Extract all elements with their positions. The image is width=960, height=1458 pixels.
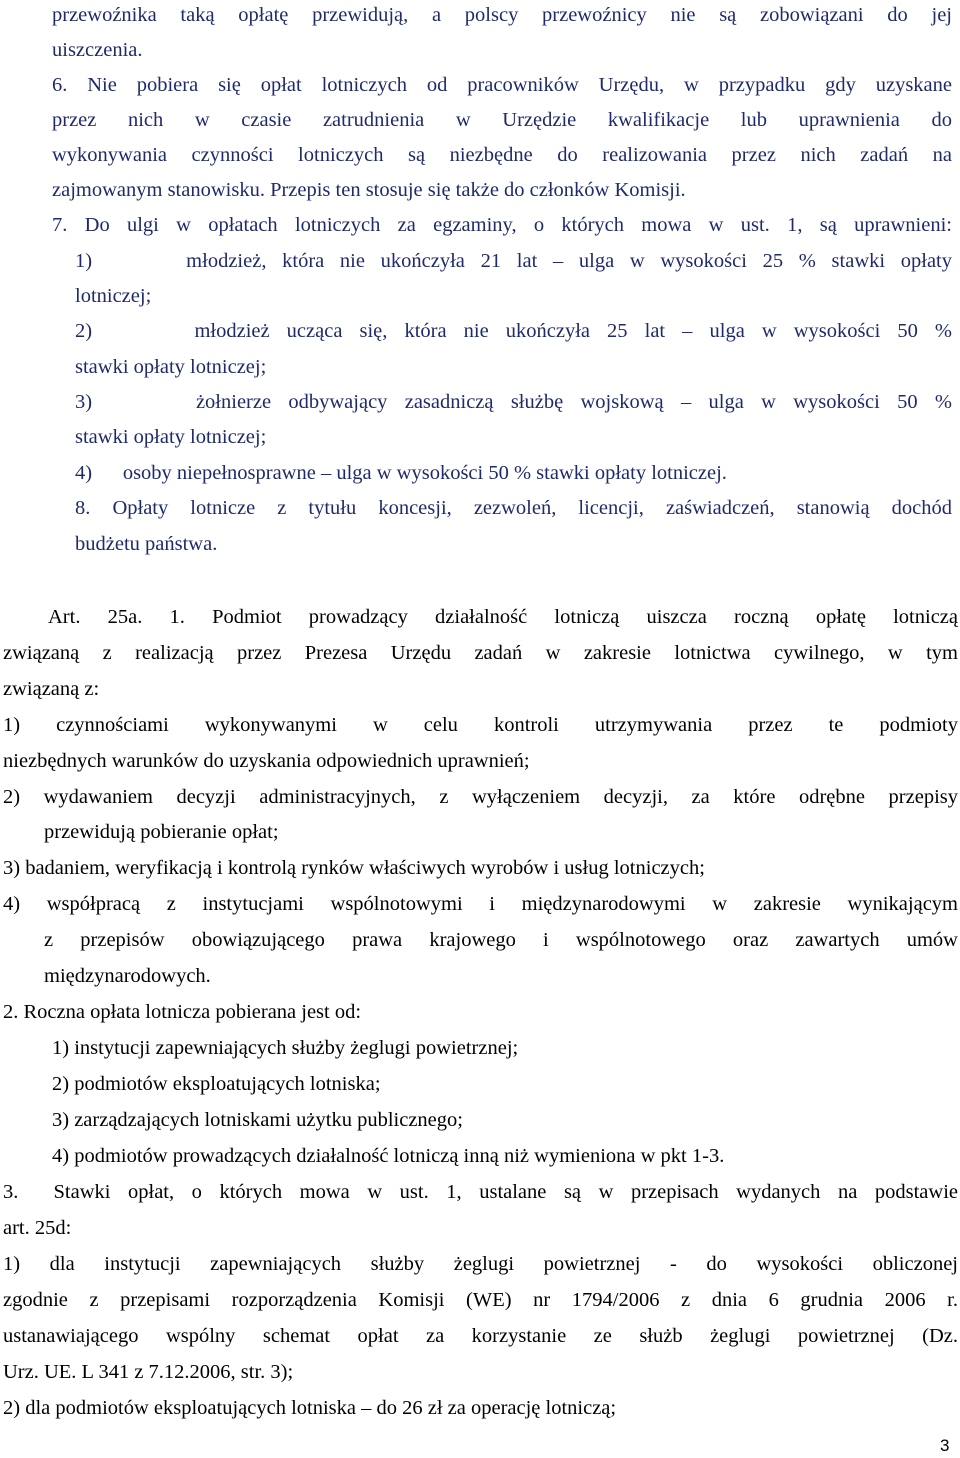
text-line: ustanawiającego wspólny schemat opłat za korzystanie ze służb żeglugi powietrznej (Dz. — [3, 1325, 958, 1347]
list-item: 2) wydawaniem decyzji administracyjnych, z wyłączeniem decyzji, za które odrębne przepisy — [3, 786, 958, 808]
article-heading-line: Art. 25a. 1. Podmiot prowadzący działalność lotniczą uiszcza roczną opłatę lotniczą — [48, 606, 958, 628]
text-line: 7. Do ulgi w opłatach lotniczych za egzaminy, o których mowa w ust. 1, są uprawnieni: — [52, 214, 952, 236]
text-line: związaną z: — [3, 678, 100, 700]
list-item: 2) dla podmiotów eksploatujących lotniska – do 26 zł za operację lotniczą; — [3, 1397, 617, 1419]
text-line: 2. Roczna opłata lotnicza pobierana jest od: — [3, 1001, 362, 1023]
text-line: z przepisów obowiązującego prawa krajowego i wspólnotowego oraz zawartych umów — [44, 929, 958, 951]
text-line: art. 25d: — [3, 1217, 72, 1239]
text-line: związaną z realizacją przez Prezesa Urzędu zadań w zakresie lotnictwa cywilnego, w tym — [3, 642, 958, 664]
text-line: zgodnie z przepisami rozporządzenia Komisji (WE) nr 1794/2006 z dnia 6 grudnia 2006 r. — [3, 1289, 958, 1311]
text-line: 8. Opłaty lotnicze z tytułu koncesji, zezwoleń, licencji, zaświadczeń, stanowią dochód — [75, 497, 952, 519]
text-line: budżetu państwa. — [75, 533, 218, 555]
list-item: 1) młodzież, która nie ukończyła 21 lat – ulga w wysokości 25 % stawki opłaty — [75, 250, 952, 272]
text-line: 6. Nie pobiera się opłat lotniczych od pracowników Urzędu, w przypadku gdy uzyskane — [52, 74, 952, 96]
text-line: stawki opłaty lotniczej; — [75, 426, 267, 448]
text-line: stawki opłaty lotniczej; — [75, 356, 267, 378]
list-item: 1) dla instytucji zapewniających służby żeglugi powietrznej - do wysokości obliczonej — [3, 1253, 958, 1275]
text-line: przewoźnika taką opłatę przewidują, a polscy przewoźnicy nie są zobowiązani do jej — [52, 4, 952, 26]
text-line: niezbędnych warunków do uzyskania odpowiednich uprawnień; — [3, 750, 530, 772]
text-line: przez nich w czasie zatrudnienia w Urzędzie kwalifikacje lub uprawnienia do — [52, 109, 952, 131]
text-line: Urz. UE. L 341 z 7.12.2006, str. 3); — [3, 1361, 294, 1383]
list-item: 1) czynnościami wykonywanymi w celu kontroli utrzymywania przez te podmioty — [3, 714, 958, 736]
list-item: 4) podmiotów prowadzących działalność lotniczą inną niż wymieniona w pkt 1-3. — [52, 1145, 725, 1167]
text-line: lotniczej; — [75, 285, 152, 307]
list-item: 4) osoby niepełnosprawne – ulga w wysokości 50 % stawki opłaty lotniczej. — [75, 462, 727, 484]
text-line: międzynarodowych. — [44, 965, 211, 987]
text-line: przewidują pobieranie opłat; — [44, 821, 279, 843]
text-line: wykonywania czynności lotniczych są niezbędne do realizowania przez nich zadań na — [52, 144, 952, 166]
list-item: 3) badaniem, weryfikacją i kontrolą rynków właściwych wyrobów i usług lotniczych; — [3, 857, 705, 879]
list-item: 4) współpracą z instytucjami wspólnotowymi i międzynarodowymi w zakresie wynikającym — [3, 893, 958, 915]
list-item: 3) zarządzających lotniskami użytku publicznego; — [52, 1109, 463, 1131]
list-item: 2) młodzież ucząca się, która nie ukończyła 25 lat – ulga w wysokości 50 % — [75, 320, 952, 342]
text-line: uiszczenia. — [52, 39, 143, 61]
list-item: 1) instytucji zapewniających służby żeglugi powietrznej; — [52, 1037, 519, 1059]
list-item: 3) żołnierze odbywający zasadniczą służbę wojskową – ulga w wysokości 50 % — [75, 391, 952, 413]
list-item: 2) podmiotów eksploatujących lotniska; — [52, 1073, 381, 1095]
text-line: 3. Stawki opłat, o których mowa w ust. 1, ustalane są w przepisach wydanych na podstawie — [3, 1181, 958, 1203]
text-line: zajmowanym stanowisku. Przepis ten stosuje się także do członków Komisji. — [52, 179, 686, 201]
page-number: 3 — [940, 1436, 950, 1455]
